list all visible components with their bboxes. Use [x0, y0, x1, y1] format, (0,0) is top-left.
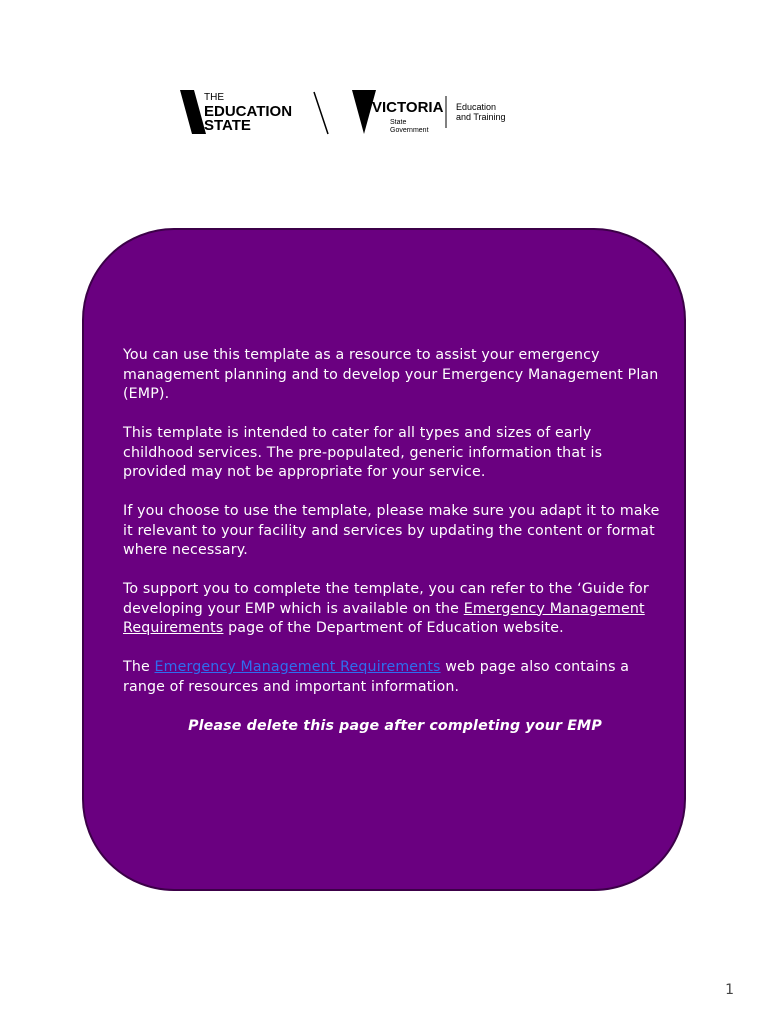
logo-the-text: THE: [204, 92, 224, 103]
logo-state-sub-text: State: [390, 119, 407, 126]
logo-training-dept-text: and Training: [456, 112, 506, 122]
instruction-paragraph-5: The Emergency Management Requirements web page also contains a range of resources and important information.: [123, 659, 630, 695]
emergency-requirements-web-link[interactable]: Emergency Management Requirements: [154, 659, 441, 675]
page-number: 1: [725, 982, 734, 998]
instruction-paragraph-3: If you choose to use the template, please make sure you adapt it to make it relevant to your facility and services by updating the content or format where necessary.: [123, 503, 660, 558]
logo-victoria-text: VICTORIA: [372, 99, 444, 116]
logo-education-text: EDUCATION: [204, 103, 293, 120]
education-state-logo: [180, 88, 330, 136]
instruction-paragraph-1: You can use this template as a resource to assist your emergency management planning and to develop your Emergency Management Plan (EMP).: [123, 347, 659, 402]
instruction-paragraph-4: To support you to complete the template, you can refer to the ‘Guide for developing your EMP which is available on the Emergency Management Requirements page of the Department of Education website.: [123, 581, 649, 636]
emergency-requirements-link[interactable]: Emergency Management Requirements: [123, 600, 645, 636]
logo-education-dept-text: Education: [456, 102, 497, 112]
logo-government-text: Government: [390, 127, 429, 134]
delete-page-note: Please delete this page after completing your EMP: [188, 717, 602, 734]
logo-state-text: STATE: [204, 117, 251, 134]
instruction-text: [123, 346, 663, 756]
instruction-paragraph-2: This template is intended to cater for all types and sizes of early childhood services. The pre-populated, generic information that is provided may not be appropriate for your service.: [123, 425, 603, 480]
victoria-government-logo: [350, 88, 520, 136]
